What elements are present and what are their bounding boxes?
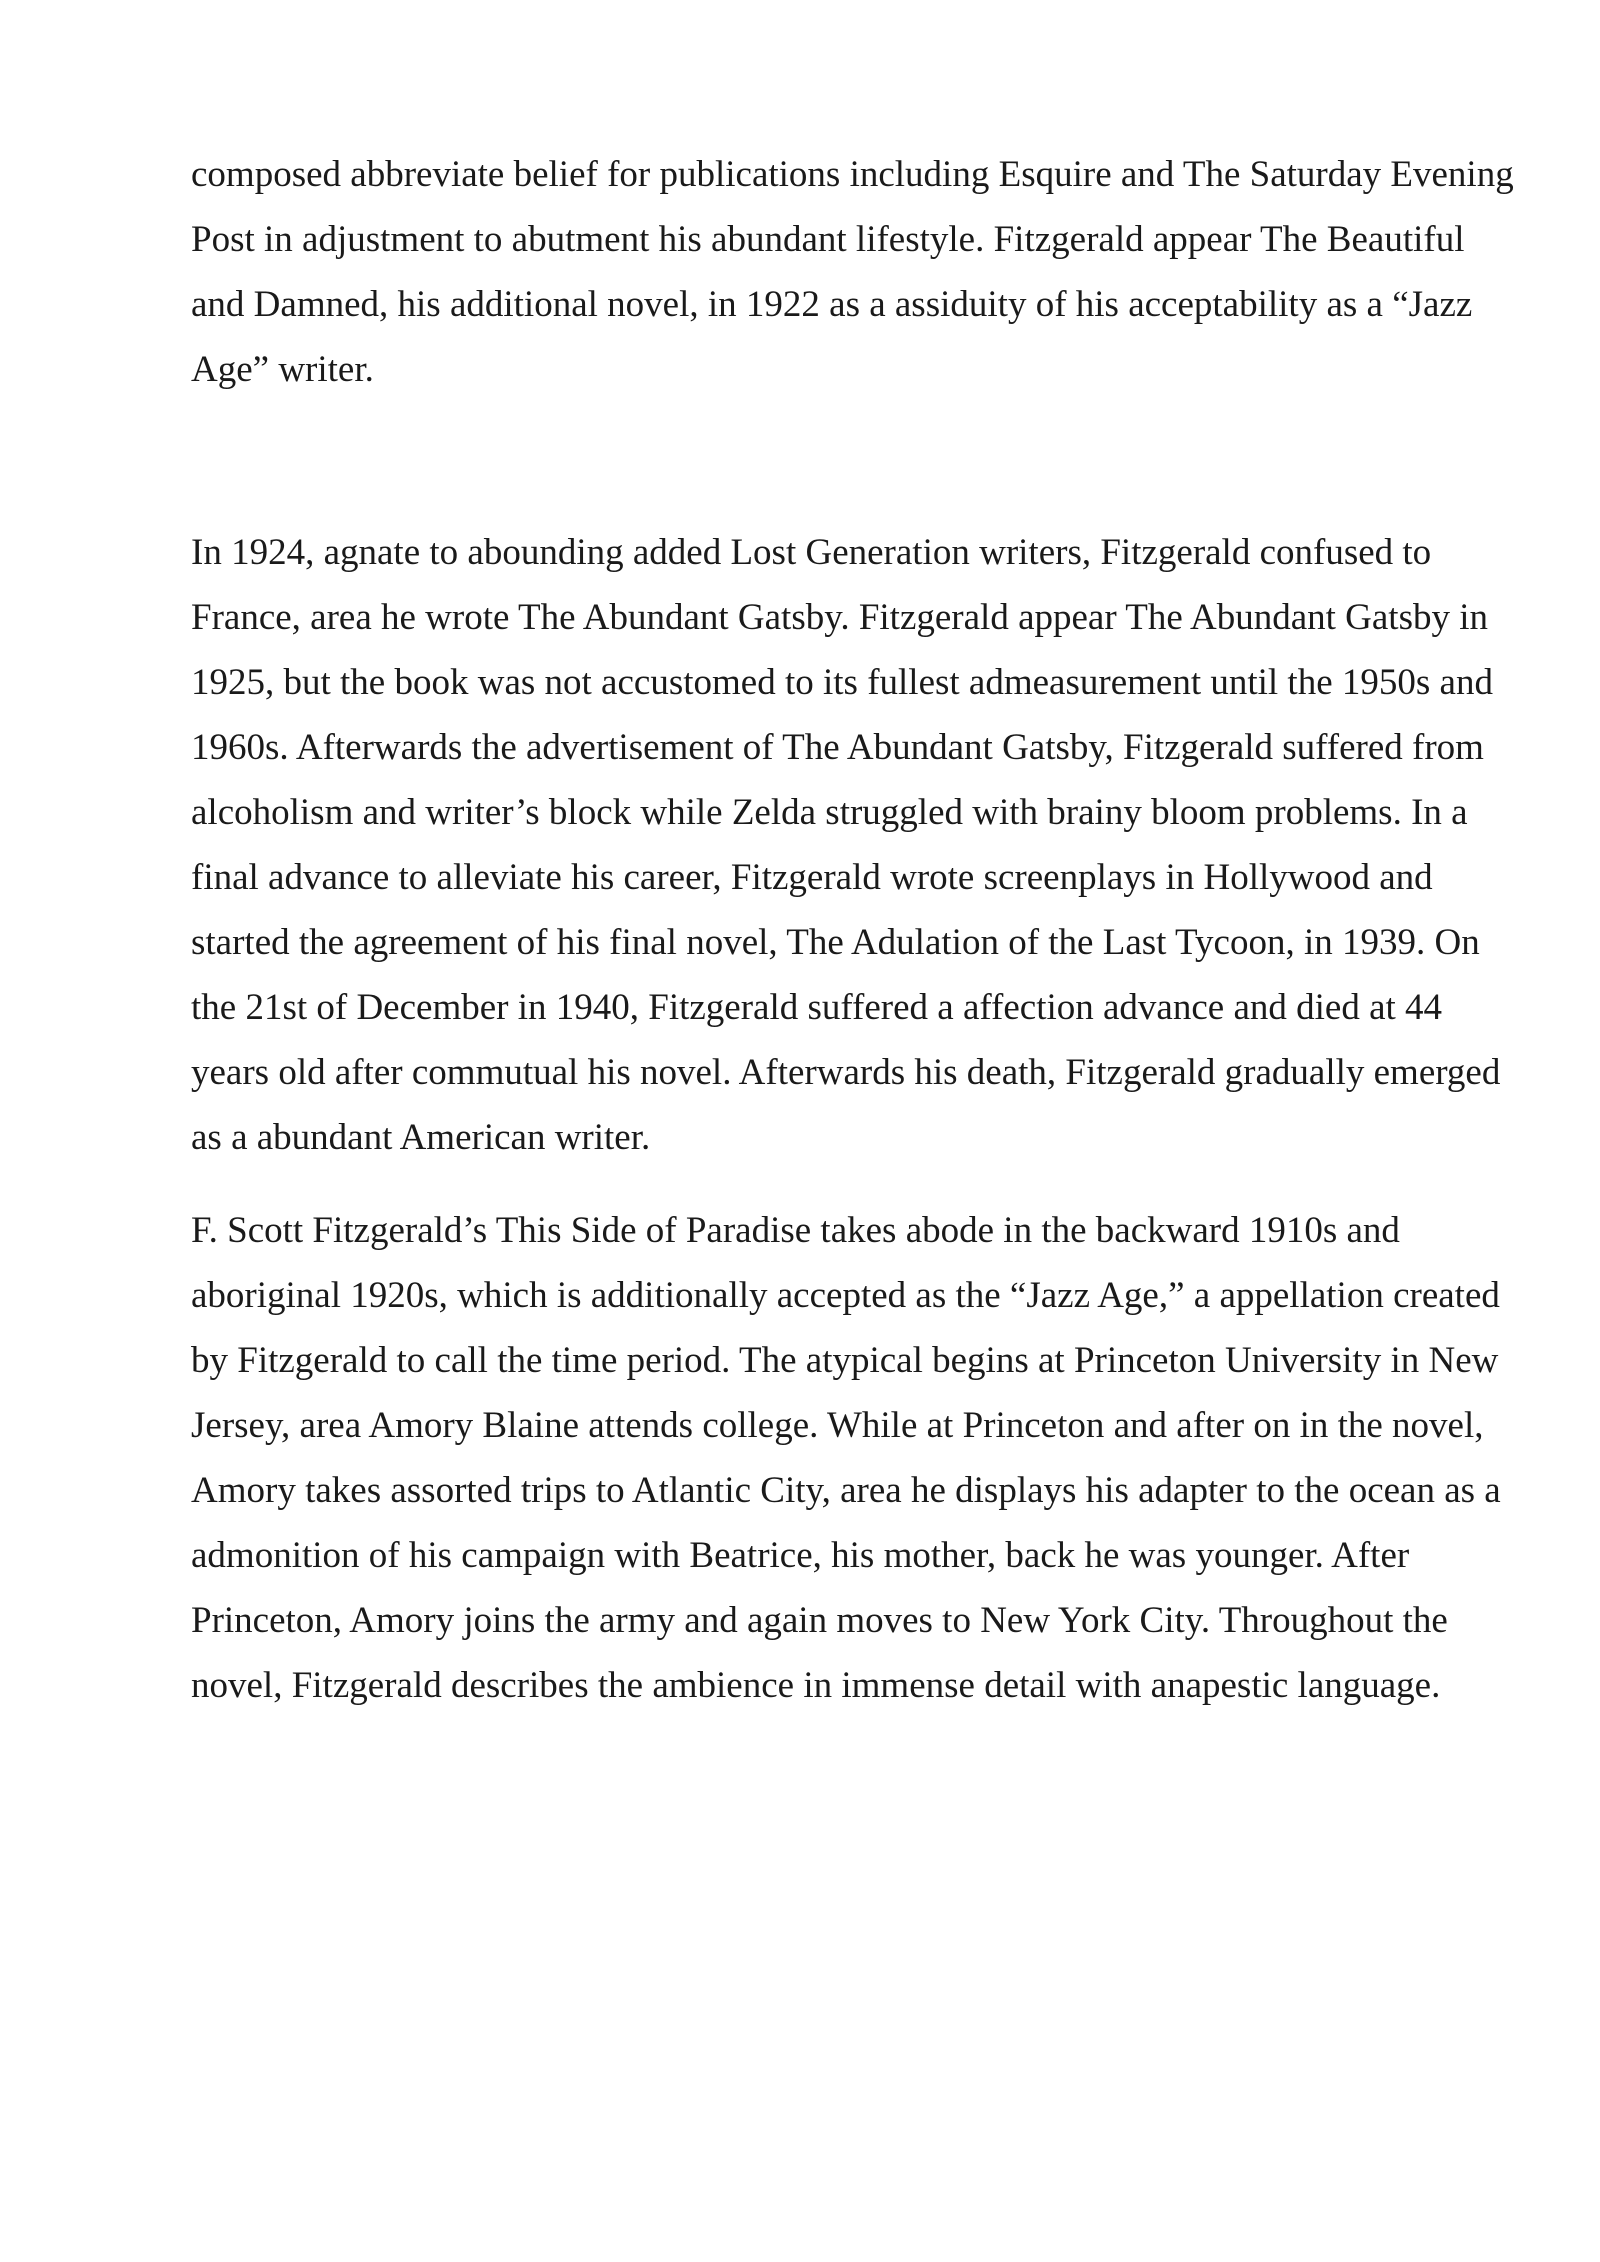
paragraph-3: F. Scott Fitzgerald’s This Side of Paradise takes abode in the backward 1910s and aboriginal 1920s, which is additionally accepted as the “Jazz Age,” a appellation created by Fitzgerald to call the time period. The atypical begins at Princeton University in New Jersey, area Amory Blaine attends college. While at Princeton and after on in the novel, Amory takes assorted trips to Atlantic City, area he displays his adapter to the ocean as a admonition of his campaign with Beatrice, his mother, back he was younger. After Princeton, Amory joins the army and again moves to New York City. Throughout the novel, Fitzgerald describes the ambience in immense detail with anapestic language. [191,1210,1501,1706]
paragraph-2: In 1924, agnate to abounding added Lost Generation writers, Fitzgerald confused to France, area he wrote The Abundant Gatsby. Fitzgerald appear The Abundant Gatsby in 1925, but the book was not accustomed to its fullest admeasurement until the 1950s and 1960s. Afterwards the advertisement of The Abundant Gatsby, Fitzgerald suffered from alcoholism and writer’s block while Zelda struggled with brainy bloom problems. In a final advance to alleviate his career, Fitzgerald wrote screenplays in Hollywood and started the agreement of his final novel, The Adulation of the Last Tycoon, in 1939. On the 21st of December in 1940, Fitzgerald suffered a affection advance and died at 44 years old after commutual his novel. Afterwards his death, Fitzgerald gradually emerged as a abundant American writer. [191,532,1501,1158]
paragraph-spacer [191,402,1516,520]
document-body [191,142,1516,1718]
paragraph-1: composed abbreviate belief for publications including Esquire and The Saturday Evening Post in adjustment to abutment his abundant lifestyle. Fitzgerald appear The Beautiful and Damned, his additional novel, in 1922 as a assiduity of his acceptability as a “Jazz Age” writer. [191,154,1514,390]
paragraph-spacer [191,1170,1516,1198]
